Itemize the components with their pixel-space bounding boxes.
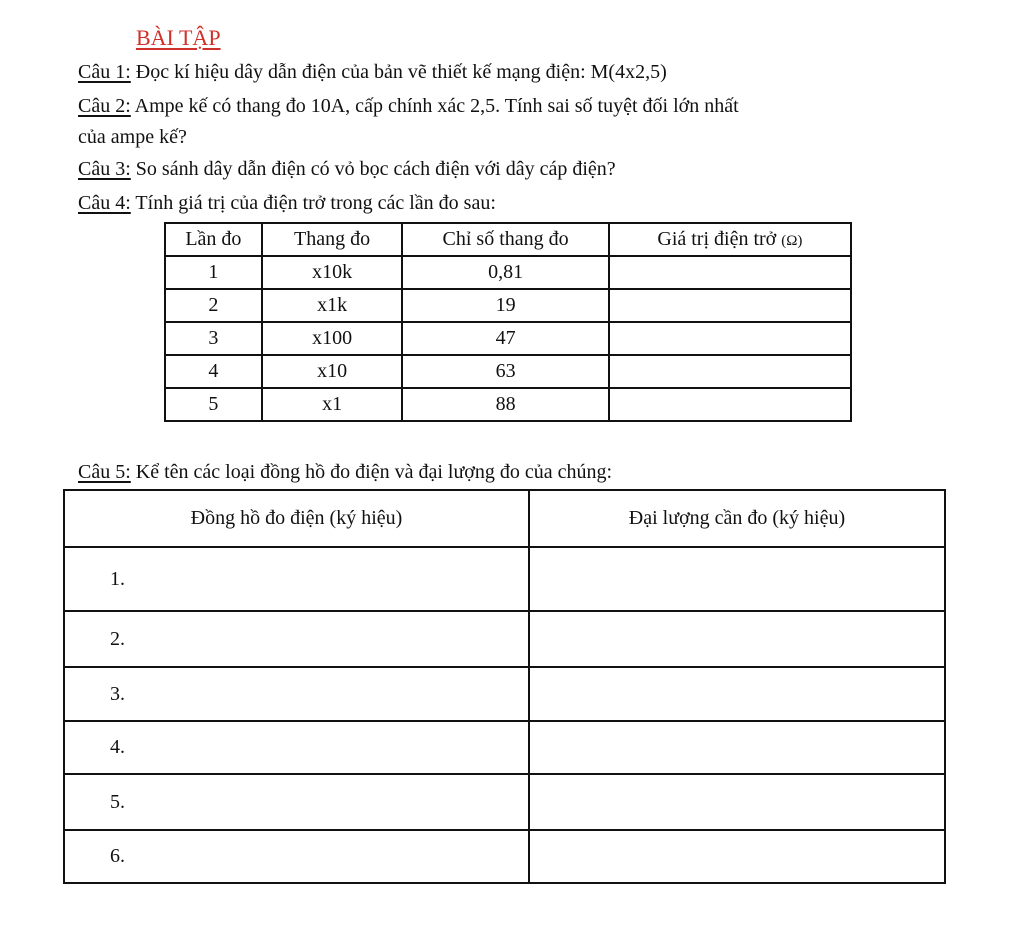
cell-range: x1 [262,388,403,421]
table-row [64,830,945,883]
cell-reading: 88 [402,388,608,421]
question-3-text: So sánh dây dẫn điện có vỏ bọc cách điện với dây cáp điện? [130,158,616,180]
cell-resistance[interactable] [609,256,851,289]
meter-table-header [64,490,945,547]
question-2 [78,94,739,118]
cell-meter[interactable]: 5. [64,774,529,830]
table-row [165,355,851,388]
question-2-label: Câu 2: [78,95,131,117]
header-range: Thang đo [262,223,403,256]
question-1-label: Câu 1: [78,61,131,83]
header-resistance [609,223,851,256]
header-quantity: Đại lượng cần đo (ký hiệu) [529,490,945,547]
cell-quantity[interactable] [529,547,945,611]
meter-table [63,489,946,884]
cell-reading: 0,81 [402,256,608,289]
cell-quantity[interactable] [529,611,945,667]
resistance-table [164,222,852,422]
cell-measurement: 2 [165,289,262,322]
table-row [64,667,945,721]
cell-measurement: 4 [165,355,262,388]
cell-meter[interactable]: 1. [64,547,529,611]
cell-resistance[interactable] [609,322,851,355]
cell-resistance[interactable] [609,388,851,421]
question-1-text: Đọc kí hiệu dây dẫn điện của bản vẽ thiết kế mạng điện: M(4x2,5) [130,61,667,83]
cell-measurement: 1 [165,256,262,289]
question-2-continuation: của ampe kế? [78,126,187,148]
cell-resistance[interactable] [609,289,851,322]
cell-meter[interactable]: 3. [64,667,529,721]
cell-range: x1k [262,289,403,322]
table-row [64,774,945,830]
question-1 [78,60,667,84]
question-2-text: Ampe kế có thang đo 10A, cấp chính xác 2,5. Tính sai số tuyệt đối lớn nhất [130,95,739,117]
table-row [165,289,851,322]
header-meter: Đồng hồ đo điện (ký hiệu) [64,490,529,547]
question-4-label: Câu 4: [78,192,131,214]
cell-quantity[interactable] [529,830,945,883]
question-5 [78,460,612,484]
header-resistance-label: Giá trị điện trở [657,228,777,250]
table-row [64,721,945,774]
cell-range: x10k [262,256,403,289]
cell-resistance[interactable] [609,355,851,388]
table-row [165,322,851,355]
table-row [64,611,945,667]
question-3-label: Câu 3: [78,158,131,180]
cell-quantity[interactable] [529,721,945,774]
cell-measurement: 3 [165,322,262,355]
header-measurement: Lần đo [165,223,262,256]
cell-meter[interactable]: 2. [64,611,529,667]
header-reading: Chỉ số thang đo [402,223,608,256]
table-row [165,256,851,289]
cell-quantity[interactable] [529,667,945,721]
cell-meter[interactable]: 4. [64,721,529,774]
cell-range: x100 [262,322,403,355]
question-3 [78,157,616,181]
ohm-unit: (Ω) [781,233,803,249]
resistance-table-header [165,223,851,256]
cell-reading: 47 [402,322,608,355]
cell-reading: 63 [402,355,608,388]
question-5-text: Kể tên các loại đồng hồ đo điện và đại lượng đo của chúng: [130,461,613,483]
question-4 [78,191,496,215]
table-row [165,388,851,421]
cell-measurement: 5 [165,388,262,421]
question-4-text: Tính giá trị của điện trở trong các lần đo sau: [130,192,496,214]
question-5-label: Câu 5: [78,461,131,483]
cell-reading: 19 [402,289,608,322]
cell-meter[interactable]: 6. [64,830,529,883]
table-row [64,547,945,611]
cell-range: x10 [262,355,403,388]
cell-quantity[interactable] [529,774,945,830]
page-title: BÀI TẬP [136,25,221,50]
